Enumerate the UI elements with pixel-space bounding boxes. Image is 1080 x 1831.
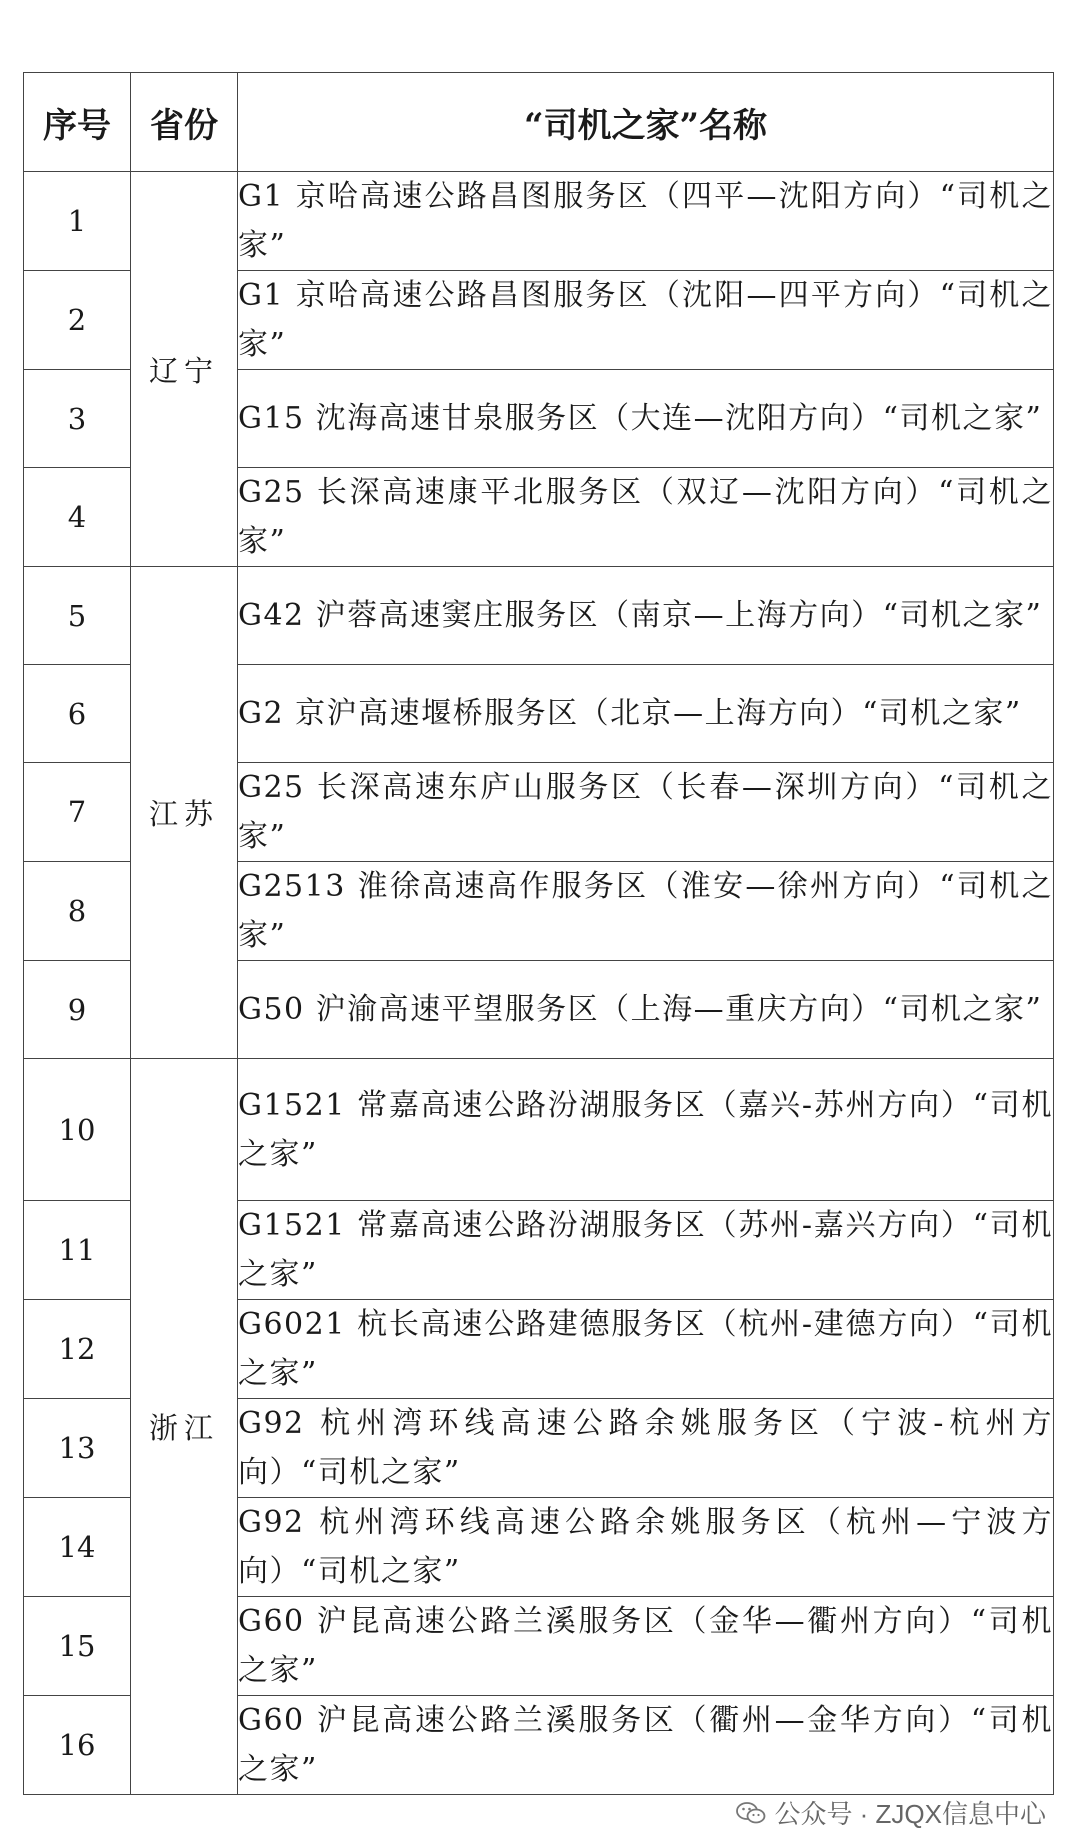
row-num: 12 <box>24 1300 131 1399</box>
row-name: G50 沪渝高速平望服务区（上海—重庆方向）“司机之家” <box>238 961 1054 1059</box>
table-row <box>24 1059 1054 1201</box>
row-num: 8 <box>24 862 131 961</box>
row-name: G25 长深高速康平北服务区（双辽—沈阳方向）“司机之家” <box>238 468 1054 567</box>
row-name: G6021 杭长高速公路建德服务区（杭州-建德方向）“司机之家” <box>238 1300 1054 1399</box>
row-num: 14 <box>24 1498 131 1597</box>
row-num: 4 <box>24 468 131 567</box>
watermark-text: 公众号 · ZJQX信息中心 <box>774 1799 1046 1829</box>
row-name: G92 杭州湾环线高速公路余姚服务区（宁波-杭州方向）“司机之家” <box>238 1399 1054 1498</box>
row-num: 6 <box>24 665 131 763</box>
row-num: 1 <box>24 172 131 271</box>
row-name: G1 京哈高速公路昌图服务区（沈阳—四平方向）“司机之家” <box>238 271 1054 370</box>
row-num: 16 <box>24 1696 131 1795</box>
row-name: G1 京哈高速公路昌图服务区（四平—沈阳方向）“司机之家” <box>238 172 1054 271</box>
row-name: G92 杭州湾环线高速公路余姚服务区（杭州—宁波方向）“司机之家” <box>238 1498 1054 1597</box>
row-num: 11 <box>24 1201 131 1300</box>
header-province: 省份 <box>131 73 238 172</box>
province-cell: 浙江 <box>131 1059 238 1795</box>
row-num: 7 <box>24 763 131 862</box>
row-name: G15 沈海高速甘泉服务区（大连—沈阳方向）“司机之家” <box>238 370 1054 468</box>
watermark <box>736 1794 1046 1831</box>
row-num: 13 <box>24 1399 131 1498</box>
table-row <box>24 567 1054 665</box>
row-num: 3 <box>24 370 131 468</box>
row-name: G2 京沪高速堰桥服务区（北京—上海方向）“司机之家” <box>238 665 1054 763</box>
row-name: G1521 常嘉高速公路汾湖服务区（苏州-嘉兴方向）“司机之家” <box>238 1201 1054 1300</box>
row-name: G2513 淮徐高速高作服务区（淮安—徐州方向）“司机之家” <box>238 862 1054 961</box>
row-name: G42 沪蓉高速窦庄服务区（南京—上海方向）“司机之家” <box>238 567 1054 665</box>
row-name: G1521 常嘉高速公路汾湖服务区（嘉兴-苏州方向）“司机之家” <box>238 1059 1054 1201</box>
province-cell: 辽宁 <box>131 172 238 567</box>
header-num: 序号 <box>24 73 131 172</box>
row-num: 5 <box>24 567 131 665</box>
row-num: 10 <box>24 1059 131 1201</box>
header-row <box>24 73 1054 172</box>
header-name: “司机之家”名称 <box>238 73 1054 172</box>
row-num: 15 <box>24 1597 131 1696</box>
row-name: G25 长深高速东庐山服务区（长春—深圳方向）“司机之家” <box>238 763 1054 862</box>
table-row <box>24 172 1054 271</box>
province-cell: 江苏 <box>131 567 238 1059</box>
row-num: 9 <box>24 961 131 1059</box>
row-name: G60 沪昆高速公路兰溪服务区（金华—衢州方向）“司机之家” <box>238 1597 1054 1696</box>
row-name: G60 沪昆高速公路兰溪服务区（衢州—金华方向）“司机之家” <box>238 1696 1054 1795</box>
wechat-icon <box>736 1801 766 1825</box>
row-num: 2 <box>24 271 131 370</box>
service-area-table <box>23 72 1054 1795</box>
